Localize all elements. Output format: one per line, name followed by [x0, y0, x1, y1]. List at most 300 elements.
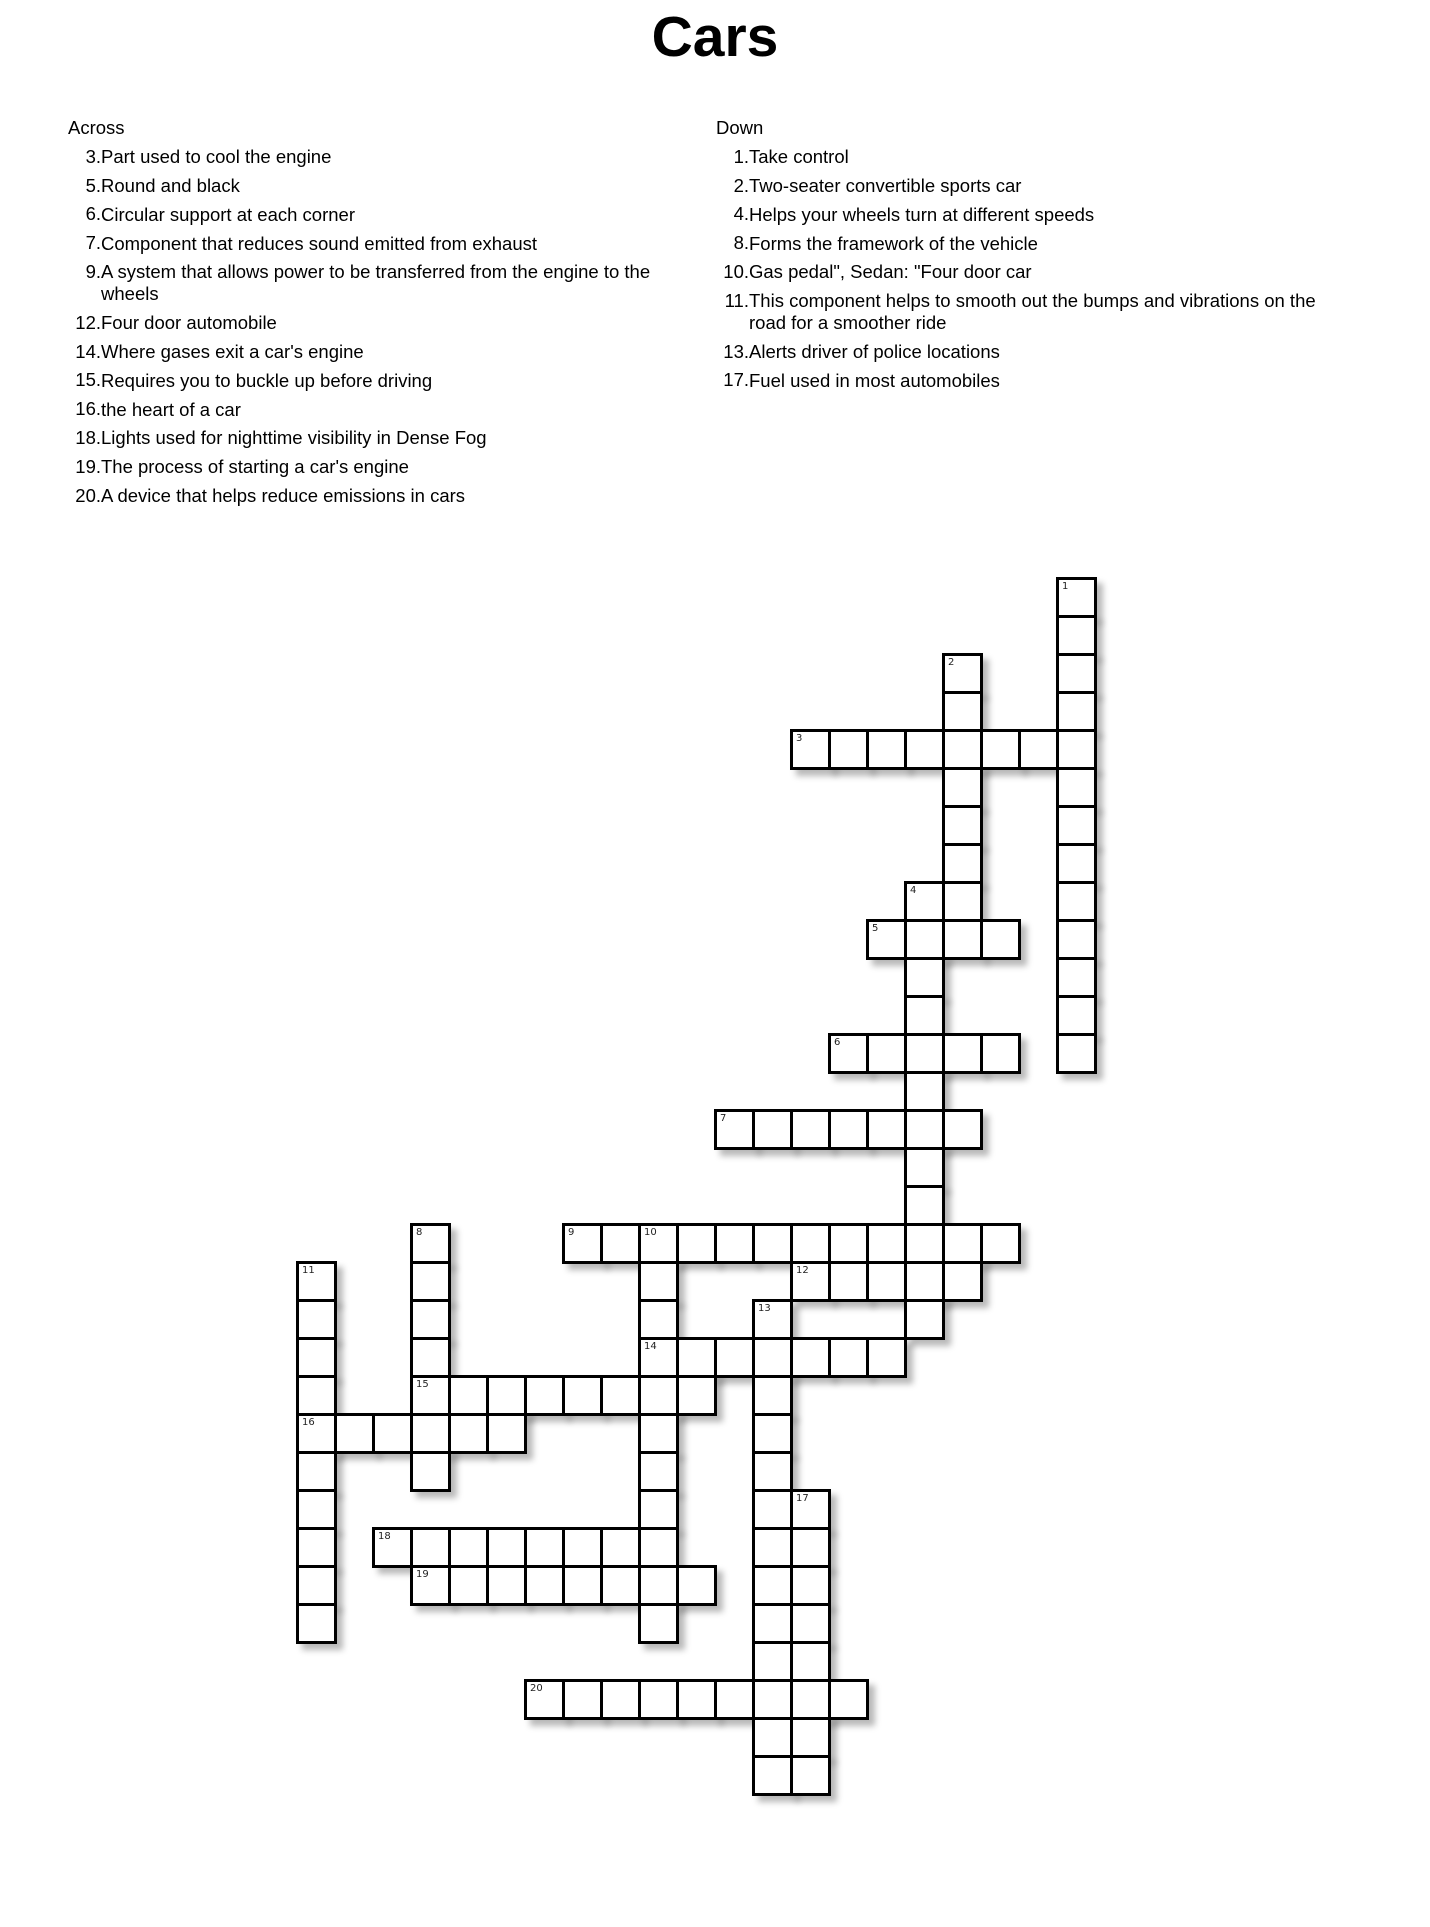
cell-letter-input[interactable]	[527, 1682, 562, 1717]
cell-letter-input[interactable]	[299, 1302, 334, 1337]
cell-letter-input[interactable]	[907, 1036, 942, 1071]
cell-letter-input[interactable]	[565, 1226, 600, 1261]
cell-letter-input[interactable]	[527, 1530, 562, 1565]
crossword-cell[interactable]	[1018, 729, 1059, 770]
crossword-cell[interactable]	[1056, 919, 1097, 960]
crossword-cell[interactable]	[296, 1489, 337, 1530]
crossword-cell[interactable]	[1056, 577, 1097, 618]
cell-letter-input[interactable]	[793, 1492, 828, 1527]
crossword-cell[interactable]	[676, 1679, 717, 1720]
crossword-cell[interactable]	[942, 653, 983, 694]
crossword-cell[interactable]	[1056, 995, 1097, 1036]
crossword-cell[interactable]	[600, 1527, 641, 1568]
crossword-cell[interactable]	[638, 1299, 679, 1340]
crossword-cell[interactable]	[410, 1299, 451, 1340]
cell-letter-input[interactable]	[451, 1530, 486, 1565]
cell-letter-input[interactable]	[641, 1226, 676, 1261]
cell-letter-input[interactable]	[641, 1606, 676, 1641]
crossword-cell[interactable]	[600, 1375, 641, 1416]
crossword-cell[interactable]	[714, 1337, 755, 1378]
cell-letter-input[interactable]	[337, 1416, 372, 1451]
cell-letter-input[interactable]	[565, 1378, 600, 1413]
crossword-cell[interactable]	[410, 1261, 451, 1302]
crossword-cell[interactable]	[790, 1337, 831, 1378]
cell-letter-input[interactable]	[679, 1568, 714, 1603]
crossword-cell[interactable]	[410, 1527, 451, 1568]
cell-letter-input[interactable]	[793, 732, 828, 767]
crossword-cell[interactable]	[676, 1337, 717, 1378]
crossword-cell[interactable]	[980, 1033, 1021, 1074]
crossword-cell[interactable]	[790, 1527, 831, 1568]
crossword-cell[interactable]	[790, 1755, 831, 1796]
crossword-cell[interactable]	[752, 1451, 793, 1492]
crossword-cell[interactable]	[752, 1565, 793, 1606]
crossword-cell[interactable]	[638, 1413, 679, 1454]
crossword-cell[interactable]	[790, 729, 831, 770]
cell-letter-input[interactable]	[869, 1226, 904, 1261]
cell-letter-input[interactable]	[755, 1226, 790, 1261]
cell-letter-input[interactable]	[299, 1416, 334, 1451]
cell-letter-input[interactable]	[299, 1454, 334, 1489]
cell-letter-input[interactable]	[869, 1264, 904, 1299]
crossword-cell[interactable]	[866, 1337, 907, 1378]
crossword-cell[interactable]	[1056, 729, 1097, 770]
cell-letter-input[interactable]	[755, 1112, 790, 1147]
crossword-cell[interactable]	[904, 1147, 945, 1188]
crossword-cell[interactable]	[942, 1223, 983, 1264]
crossword-cell[interactable]	[524, 1527, 565, 1568]
cell-letter-input[interactable]	[755, 1492, 790, 1527]
crossword-cell[interactable]	[1056, 881, 1097, 922]
crossword-cell[interactable]	[638, 1565, 679, 1606]
cell-letter-input[interactable]	[527, 1568, 562, 1603]
cell-letter-input[interactable]	[1059, 656, 1094, 691]
crossword-cell[interactable]	[448, 1375, 489, 1416]
crossword-cell[interactable]	[296, 1603, 337, 1644]
crossword-cell[interactable]	[866, 729, 907, 770]
cell-letter-input[interactable]	[831, 1036, 866, 1071]
crossword-cell[interactable]	[980, 729, 1021, 770]
cell-letter-input[interactable]	[413, 1264, 448, 1299]
crossword-cell[interactable]	[866, 1033, 907, 1074]
cell-letter-input[interactable]	[413, 1226, 448, 1261]
crossword-cell[interactable]	[1056, 653, 1097, 694]
cell-letter-input[interactable]	[945, 1264, 980, 1299]
cell-letter-input[interactable]	[451, 1378, 486, 1413]
cell-letter-input[interactable]	[413, 1378, 448, 1413]
cell-letter-input[interactable]	[565, 1682, 600, 1717]
crossword-cell[interactable]	[904, 881, 945, 922]
cell-letter-input[interactable]	[755, 1340, 790, 1375]
cell-letter-input[interactable]	[413, 1340, 448, 1375]
cell-letter-input[interactable]	[793, 1112, 828, 1147]
cell-letter-input[interactable]	[945, 770, 980, 805]
cell-letter-input[interactable]	[1021, 732, 1056, 767]
crossword-cell[interactable]	[790, 1603, 831, 1644]
cell-letter-input[interactable]	[755, 1758, 790, 1793]
cell-letter-input[interactable]	[489, 1378, 524, 1413]
cell-letter-input[interactable]	[831, 1112, 866, 1147]
cell-letter-input[interactable]	[793, 1682, 828, 1717]
cell-letter-input[interactable]	[413, 1530, 448, 1565]
cell-letter-input[interactable]	[945, 808, 980, 843]
crossword-cell[interactable]	[638, 1679, 679, 1720]
cell-letter-input[interactable]	[907, 1150, 942, 1185]
crossword-cell[interactable]	[486, 1413, 527, 1454]
crossword-cell[interactable]	[752, 1375, 793, 1416]
cell-letter-input[interactable]	[907, 1264, 942, 1299]
cell-letter-input[interactable]	[1059, 808, 1094, 843]
cell-letter-input[interactable]	[831, 732, 866, 767]
crossword-cell[interactable]	[942, 805, 983, 846]
cell-letter-input[interactable]	[717, 1682, 752, 1717]
crossword-cell[interactable]	[1056, 767, 1097, 808]
crossword-cell[interactable]	[638, 1603, 679, 1644]
cell-letter-input[interactable]	[793, 1606, 828, 1641]
cell-letter-input[interactable]	[907, 960, 942, 995]
crossword-cell[interactable]	[334, 1413, 375, 1454]
crossword-cell[interactable]	[1056, 615, 1097, 656]
cell-letter-input[interactable]	[451, 1568, 486, 1603]
cell-letter-input[interactable]	[755, 1302, 790, 1337]
cell-letter-input[interactable]	[755, 1530, 790, 1565]
cell-letter-input[interactable]	[793, 1644, 828, 1679]
crossword-cell[interactable]	[790, 1565, 831, 1606]
cell-letter-input[interactable]	[603, 1378, 638, 1413]
crossword-cell[interactable]	[562, 1223, 603, 1264]
crossword-cell[interactable]	[600, 1565, 641, 1606]
cell-letter-input[interactable]	[1059, 884, 1094, 919]
cell-letter-input[interactable]	[869, 1036, 904, 1071]
crossword-cell[interactable]	[1056, 843, 1097, 884]
cell-letter-input[interactable]	[717, 1112, 752, 1147]
crossword-cell[interactable]	[372, 1527, 413, 1568]
cell-letter-input[interactable]	[831, 1682, 866, 1717]
crossword-cell[interactable]	[296, 1375, 337, 1416]
cell-letter-input[interactable]	[945, 884, 980, 919]
cell-letter-input[interactable]	[983, 922, 1018, 957]
crossword-cell[interactable]	[752, 1299, 793, 1340]
cell-letter-input[interactable]	[1059, 1036, 1094, 1071]
crossword-cell[interactable]	[410, 1375, 451, 1416]
cell-letter-input[interactable]	[945, 1226, 980, 1261]
crossword-cell[interactable]	[1056, 1033, 1097, 1074]
crossword-cell[interactable]	[448, 1565, 489, 1606]
cell-letter-input[interactable]	[907, 1188, 942, 1223]
crossword-cell[interactable]	[1056, 691, 1097, 732]
crossword-cell[interactable]	[904, 995, 945, 1036]
cell-letter-input[interactable]	[907, 1226, 942, 1261]
cell-letter-input[interactable]	[755, 1606, 790, 1641]
cell-letter-input[interactable]	[641, 1340, 676, 1375]
crossword-cell[interactable]	[638, 1223, 679, 1264]
crossword-cell[interactable]	[562, 1375, 603, 1416]
crossword-cell[interactable]	[942, 919, 983, 960]
cell-letter-input[interactable]	[907, 884, 942, 919]
crossword-cell[interactable]	[638, 1527, 679, 1568]
cell-letter-input[interactable]	[413, 1568, 448, 1603]
crossword-cell[interactable]	[904, 1223, 945, 1264]
cell-letter-input[interactable]	[945, 694, 980, 729]
cell-letter-input[interactable]	[793, 1720, 828, 1755]
crossword-cell[interactable]	[562, 1679, 603, 1720]
crossword-cell[interactable]	[752, 1223, 793, 1264]
crossword-cell[interactable]	[600, 1223, 641, 1264]
cell-letter-input[interactable]	[907, 1302, 942, 1337]
cell-letter-input[interactable]	[793, 1226, 828, 1261]
cell-letter-input[interactable]	[907, 1112, 942, 1147]
cell-letter-input[interactable]	[299, 1340, 334, 1375]
crossword-cell[interactable]	[752, 1641, 793, 1682]
cell-letter-input[interactable]	[945, 656, 980, 691]
cell-letter-input[interactable]	[983, 1226, 1018, 1261]
crossword-cell[interactable]	[752, 1527, 793, 1568]
crossword-cell[interactable]	[904, 1109, 945, 1150]
cell-letter-input[interactable]	[565, 1568, 600, 1603]
crossword-cell[interactable]	[752, 1109, 793, 1150]
crossword-cell[interactable]	[676, 1375, 717, 1416]
cell-letter-input[interactable]	[755, 1454, 790, 1489]
crossword-cell[interactable]	[752, 1717, 793, 1758]
crossword-cell[interactable]	[752, 1679, 793, 1720]
crossword-cell[interactable]	[752, 1489, 793, 1530]
crossword-cell[interactable]	[790, 1641, 831, 1682]
crossword-cell[interactable]	[676, 1223, 717, 1264]
crossword-cell[interactable]	[752, 1755, 793, 1796]
cell-letter-input[interactable]	[1059, 580, 1094, 615]
cell-letter-input[interactable]	[299, 1606, 334, 1641]
crossword-cell[interactable]	[828, 1223, 869, 1264]
crossword-cell[interactable]	[1056, 957, 1097, 998]
cell-letter-input[interactable]	[1059, 846, 1094, 881]
crossword-cell[interactable]	[524, 1565, 565, 1606]
cell-letter-input[interactable]	[983, 1036, 1018, 1071]
crossword-cell[interactable]	[904, 1033, 945, 1074]
cell-letter-input[interactable]	[869, 922, 904, 957]
cell-letter-input[interactable]	[1059, 618, 1094, 653]
crossword-cell[interactable]	[296, 1261, 337, 1302]
cell-letter-input[interactable]	[831, 1264, 866, 1299]
cell-letter-input[interactable]	[299, 1492, 334, 1527]
crossword-cell[interactable]	[942, 1109, 983, 1150]
cell-letter-input[interactable]	[679, 1340, 714, 1375]
cell-letter-input[interactable]	[641, 1416, 676, 1451]
cell-letter-input[interactable]	[489, 1416, 524, 1451]
cell-letter-input[interactable]	[603, 1226, 638, 1261]
cell-letter-input[interactable]	[413, 1454, 448, 1489]
crossword-cell[interactable]	[638, 1261, 679, 1302]
cell-letter-input[interactable]	[945, 732, 980, 767]
cell-letter-input[interactable]	[1059, 732, 1094, 767]
crossword-cell[interactable]	[410, 1451, 451, 1492]
crossword-cell[interactable]	[866, 1261, 907, 1302]
crossword-cell[interactable]	[296, 1527, 337, 1568]
crossword-cell[interactable]	[942, 843, 983, 884]
crossword-cell[interactable]	[904, 957, 945, 998]
cell-letter-input[interactable]	[641, 1264, 676, 1299]
crossword-cell[interactable]	[410, 1337, 451, 1378]
crossword-cell[interactable]	[410, 1565, 451, 1606]
crossword-cell[interactable]	[638, 1489, 679, 1530]
crossword-cell[interactable]	[600, 1679, 641, 1720]
crossword-cell[interactable]	[638, 1337, 679, 1378]
crossword-cell[interactable]	[866, 1109, 907, 1150]
cell-letter-input[interactable]	[869, 1340, 904, 1375]
crossword-cell[interactable]	[296, 1337, 337, 1378]
cell-letter-input[interactable]	[489, 1568, 524, 1603]
cell-letter-input[interactable]	[1059, 960, 1094, 995]
crossword-cell[interactable]	[562, 1527, 603, 1568]
cell-letter-input[interactable]	[641, 1454, 676, 1489]
cell-letter-input[interactable]	[375, 1416, 410, 1451]
crossword-cell[interactable]	[410, 1223, 451, 1264]
crossword-cell[interactable]	[828, 1337, 869, 1378]
crossword-cell[interactable]	[904, 919, 945, 960]
crossword-cell[interactable]	[638, 1451, 679, 1492]
cell-letter-input[interactable]	[603, 1682, 638, 1717]
cell-letter-input[interactable]	[907, 732, 942, 767]
crossword-cell[interactable]	[296, 1451, 337, 1492]
cell-letter-input[interactable]	[679, 1226, 714, 1261]
crossword-cell[interactable]	[1056, 805, 1097, 846]
crossword-cell[interactable]	[790, 1261, 831, 1302]
cell-letter-input[interactable]	[1059, 998, 1094, 1033]
cell-letter-input[interactable]	[641, 1568, 676, 1603]
crossword-cell[interactable]	[790, 1109, 831, 1150]
crossword-cell[interactable]	[296, 1413, 337, 1454]
crossword-cell[interactable]	[904, 1261, 945, 1302]
crossword-cell[interactable]	[904, 1071, 945, 1112]
cell-letter-input[interactable]	[1059, 694, 1094, 729]
cell-letter-input[interactable]	[869, 732, 904, 767]
crossword-cell[interactable]	[828, 1679, 869, 1720]
crossword-cell[interactable]	[486, 1527, 527, 1568]
cell-letter-input[interactable]	[641, 1302, 676, 1337]
cell-letter-input[interactable]	[755, 1682, 790, 1717]
crossword-cell[interactable]	[714, 1679, 755, 1720]
cell-letter-input[interactable]	[755, 1416, 790, 1451]
cell-letter-input[interactable]	[489, 1530, 524, 1565]
crossword-cell[interactable]	[714, 1223, 755, 1264]
cell-letter-input[interactable]	[679, 1682, 714, 1717]
cell-letter-input[interactable]	[793, 1758, 828, 1793]
cell-letter-input[interactable]	[299, 1530, 334, 1565]
cell-letter-input[interactable]	[907, 922, 942, 957]
crossword-cell[interactable]	[486, 1565, 527, 1606]
crossword-cell[interactable]	[942, 881, 983, 922]
cell-letter-input[interactable]	[945, 1112, 980, 1147]
crossword-cell[interactable]	[942, 691, 983, 732]
cell-letter-input[interactable]	[603, 1530, 638, 1565]
crossword-cell[interactable]	[296, 1299, 337, 1340]
crossword-cell[interactable]	[448, 1413, 489, 1454]
crossword-cell[interactable]	[828, 1109, 869, 1150]
cell-letter-input[interactable]	[869, 1112, 904, 1147]
cell-letter-input[interactable]	[1059, 922, 1094, 957]
cell-letter-input[interactable]	[527, 1378, 562, 1413]
crossword-cell[interactable]	[752, 1603, 793, 1644]
cell-letter-input[interactable]	[945, 922, 980, 957]
crossword-cell[interactable]	[676, 1565, 717, 1606]
crossword-cell[interactable]	[904, 729, 945, 770]
crossword-cell[interactable]	[942, 767, 983, 808]
crossword-cell[interactable]	[942, 1261, 983, 1302]
cell-letter-input[interactable]	[641, 1682, 676, 1717]
cell-letter-input[interactable]	[755, 1720, 790, 1755]
crossword-cell[interactable]	[486, 1375, 527, 1416]
cell-letter-input[interactable]	[299, 1568, 334, 1603]
crossword-cell[interactable]	[828, 729, 869, 770]
cell-letter-input[interactable]	[755, 1644, 790, 1679]
crossword-cell[interactable]	[448, 1527, 489, 1568]
cell-letter-input[interactable]	[679, 1378, 714, 1413]
cell-letter-input[interactable]	[983, 732, 1018, 767]
crossword-cell[interactable]	[790, 1717, 831, 1758]
crossword-cell[interactable]	[904, 1299, 945, 1340]
cell-letter-input[interactable]	[641, 1530, 676, 1565]
cell-letter-input[interactable]	[641, 1378, 676, 1413]
crossword-cell[interactable]	[790, 1223, 831, 1264]
cell-letter-input[interactable]	[717, 1340, 752, 1375]
cell-letter-input[interactable]	[793, 1264, 828, 1299]
crossword-cell[interactable]	[524, 1375, 565, 1416]
crossword-cell[interactable]	[790, 1489, 831, 1530]
cell-letter-input[interactable]	[793, 1340, 828, 1375]
crossword-cell[interactable]	[372, 1413, 413, 1454]
crossword-cell[interactable]	[980, 1223, 1021, 1264]
crossword-cell[interactable]	[790, 1679, 831, 1720]
cell-letter-input[interactable]	[945, 1036, 980, 1071]
crossword-cell[interactable]	[866, 919, 907, 960]
cell-letter-input[interactable]	[641, 1492, 676, 1527]
crossword-cell[interactable]	[524, 1679, 565, 1720]
cell-letter-input[interactable]	[755, 1378, 790, 1413]
crossword-cell[interactable]	[942, 729, 983, 770]
cell-letter-input[interactable]	[945, 846, 980, 881]
crossword-cell[interactable]	[980, 919, 1021, 960]
crossword-cell[interactable]	[828, 1261, 869, 1302]
crossword-cell[interactable]	[714, 1109, 755, 1150]
cell-letter-input[interactable]	[793, 1568, 828, 1603]
crossword-cell[interactable]	[638, 1375, 679, 1416]
crossword-cell[interactable]	[828, 1033, 869, 1074]
cell-letter-input[interactable]	[755, 1568, 790, 1603]
cell-letter-input[interactable]	[1059, 770, 1094, 805]
cell-letter-input[interactable]	[375, 1530, 410, 1565]
cell-letter-input[interactable]	[299, 1264, 334, 1299]
cell-letter-input[interactable]	[451, 1416, 486, 1451]
cell-letter-input[interactable]	[831, 1226, 866, 1261]
crossword-cell[interactable]	[752, 1413, 793, 1454]
crossword-cell[interactable]	[410, 1413, 451, 1454]
crossword-cell[interactable]	[866, 1223, 907, 1264]
cell-letter-input[interactable]	[565, 1530, 600, 1565]
cell-letter-input[interactable]	[413, 1416, 448, 1451]
cell-letter-input[interactable]	[413, 1302, 448, 1337]
crossword-cell[interactable]	[296, 1565, 337, 1606]
cell-letter-input[interactable]	[831, 1340, 866, 1375]
crossword-cell[interactable]	[562, 1565, 603, 1606]
crossword-cell[interactable]	[942, 1033, 983, 1074]
cell-letter-input[interactable]	[299, 1378, 334, 1413]
cell-letter-input[interactable]	[603, 1568, 638, 1603]
cell-letter-input[interactable]	[717, 1226, 752, 1261]
crossword-cell[interactable]	[752, 1337, 793, 1378]
cell-letter-input[interactable]	[793, 1530, 828, 1565]
cell-letter-input[interactable]	[907, 1074, 942, 1109]
crossword-cell[interactable]	[904, 1185, 945, 1226]
cell-letter-input[interactable]	[907, 998, 942, 1033]
